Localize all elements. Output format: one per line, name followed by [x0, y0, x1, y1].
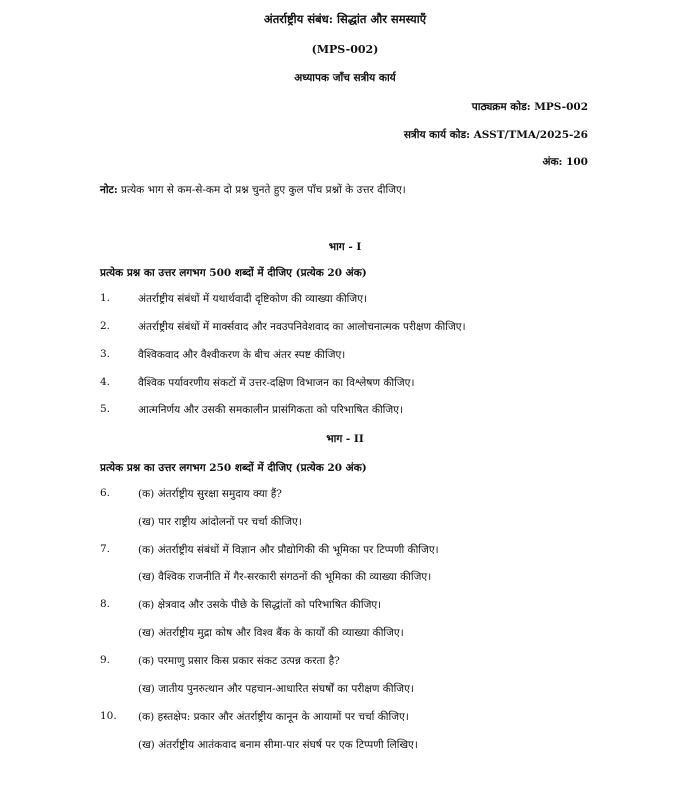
question-part-a: (क) अंतर्राष्ट्रीय संबंधों में विज्ञान और प्रौद्योगिकी की भूमिका पर टिप्पणी कीजिए। — [138, 544, 439, 556]
question-number: 5. — [100, 403, 111, 415]
question-number: 10. — [100, 710, 117, 722]
document-subtitle: अध्यापक जाँच सत्रीय कार्य — [294, 72, 396, 84]
note-label: नोट: — [100, 184, 118, 196]
question-number: 2. — [100, 320, 111, 332]
section-1-heading: भाग - I — [328, 241, 362, 253]
section-1-instruction: प्रत्येक प्रश्न का उत्तर लगभग 500 शब्दों में दीजिए (प्रत्येक 20 अंक) — [100, 267, 367, 279]
question-text: अंतर्राष्ट्रीय संबंधों में मार्क्सवाद और नवउपनिवेशवाद का आलोचनात्मक परीक्षण कीजिए। — [138, 321, 466, 333]
question-text: आत्मनिर्णय और उसकी समकालीन प्रासंगिकता को परिभाषित कीजिए। — [138, 404, 403, 416]
question-number: 3. — [100, 348, 111, 360]
total-marks: अंक: 100 — [542, 156, 588, 168]
question-part-b: (ख) वैश्विक राजनीति में गैर-सरकारी संगठनों की भूमिका की व्याख्या कीजिए। — [138, 571, 432, 583]
note-text: प्रत्येक भाग से कम-से-कम दो प्रश्न चुनते हुए कुल पाँच प्रश्नों के उत्तर दीजिए। — [117, 184, 406, 196]
question-number: 8. — [100, 598, 111, 610]
question-number: 9. — [100, 654, 111, 666]
question-part-b: (ख) अंतर्राष्ट्रीय मुद्रा कोष और विश्व बैंक के कार्यों की व्याख्या कीजिए। — [138, 627, 404, 639]
question-part-a: (क) परमाणु प्रसार किस प्रकार संकट उत्पन्न करता है? — [138, 655, 340, 667]
question-part-b: (ख) पार राष्ट्रीय आंदोलनों पर चर्चा कीजिए। — [138, 516, 302, 528]
course-code: पाठ्यक्रम कोड: MPS-002 — [471, 101, 588, 113]
question-number: 1. — [100, 292, 111, 304]
document-title: अंतर्राष्ट्रीय संबंध: सिद्धांत और समस्याएँ — [263, 12, 427, 26]
question-part-a: (क) हस्तक्षेप: प्रकार और अंतर्राष्ट्रीय कानून के आयामों पर चर्चा कीजिए। — [138, 711, 409, 723]
question-text: वैश्विकवाद और वैश्वीकरण के बीच अंतर स्पष्ट कीजिए। — [138, 349, 346, 361]
question-part-b: (ख) अंतर्राष्ट्रीय आतंकवाद बनाम सीमा-पार संघर्ष पर एक टिप्पणी लिखिए। — [138, 739, 418, 751]
assignment-code: सत्रीय कार्य कोड: ASST/TMA/2025-26 — [403, 129, 588, 141]
question-part-b: (ख) जातीय पुनरुत्थान और पहचान-आधारित संघर्षों का परीक्षण कीजिए। — [138, 683, 414, 695]
question-part-a: (क) अंतर्राष्ट्रीय सुरक्षा समुदाय क्या हैं? — [138, 488, 282, 500]
section-2-heading: भाग - II — [326, 433, 364, 445]
question-number: 7. — [100, 543, 111, 555]
section-2-instruction: प्रत्येक प्रश्न का उत्तर लगभग 250 शब्दों में दीजिए (प्रत्येक 20 अंक) — [100, 462, 367, 474]
course-code-heading: (MPS-002) — [311, 43, 379, 56]
question-text: वैश्विक पर्यावरणीय संकटों में उत्तर-दक्षिण विभाजन का विश्लेषण कीजिए। — [138, 377, 415, 389]
question-text: अंतर्राष्ट्रीय संबंधों में यथार्थवादी दृष्टिकोण की व्याख्या कीजिए। — [138, 293, 367, 305]
question-number: 4. — [100, 376, 111, 388]
note — [100, 183, 406, 197]
question-part-a: (क) क्षेत्रवाद और उसके पीछे के सिद्धांतों को परिभाषित कीजिए। — [138, 599, 382, 611]
question-number: 6. — [100, 487, 111, 499]
